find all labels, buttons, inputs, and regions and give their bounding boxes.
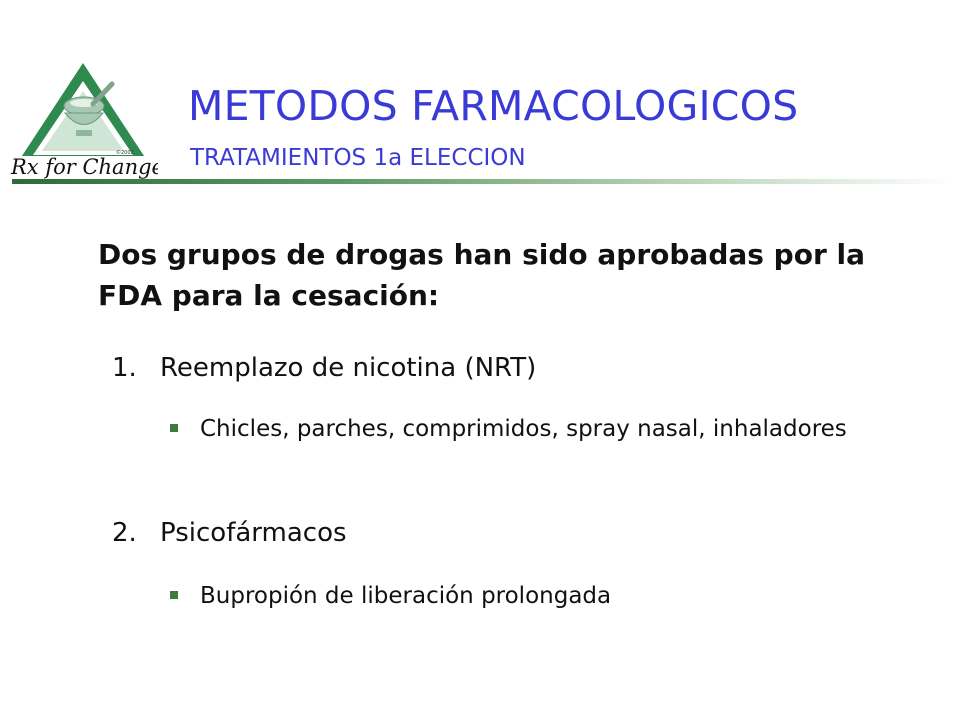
square-bullet-icon — [170, 424, 178, 432]
svg-text:©2002: ©2002 — [116, 150, 134, 156]
bullet-text: Chicles, parches, comprimidos, spray nasal, inhaladores — [200, 416, 847, 442]
slide-subtitle: TRATAMIENTOS 1a ELECCION — [190, 145, 526, 171]
svg-text:Rx for Change: Rx for Change — [11, 155, 158, 179]
mortar-pestle-triangle-icon — [8, 58, 158, 180]
rx-for-change-logo — [8, 58, 158, 180]
square-bullet-icon — [170, 591, 178, 599]
title-divider — [12, 179, 956, 184]
bullet-text: Bupropión de liberación prolongada — [200, 583, 612, 609]
lead-paragraph: Dos grupos de drogas han sido aprobadas por la FDA para la cesación: — [98, 238, 865, 312]
item-number: 2. — [112, 518, 137, 548]
slide-title: METODOS FARMACOLOGICOS — [188, 82, 799, 130]
item-text: Psicofármacos — [160, 518, 347, 548]
item-number: 1. — [112, 353, 137, 383]
item-text: Reemplazo de nicotina (NRT) — [160, 353, 537, 383]
